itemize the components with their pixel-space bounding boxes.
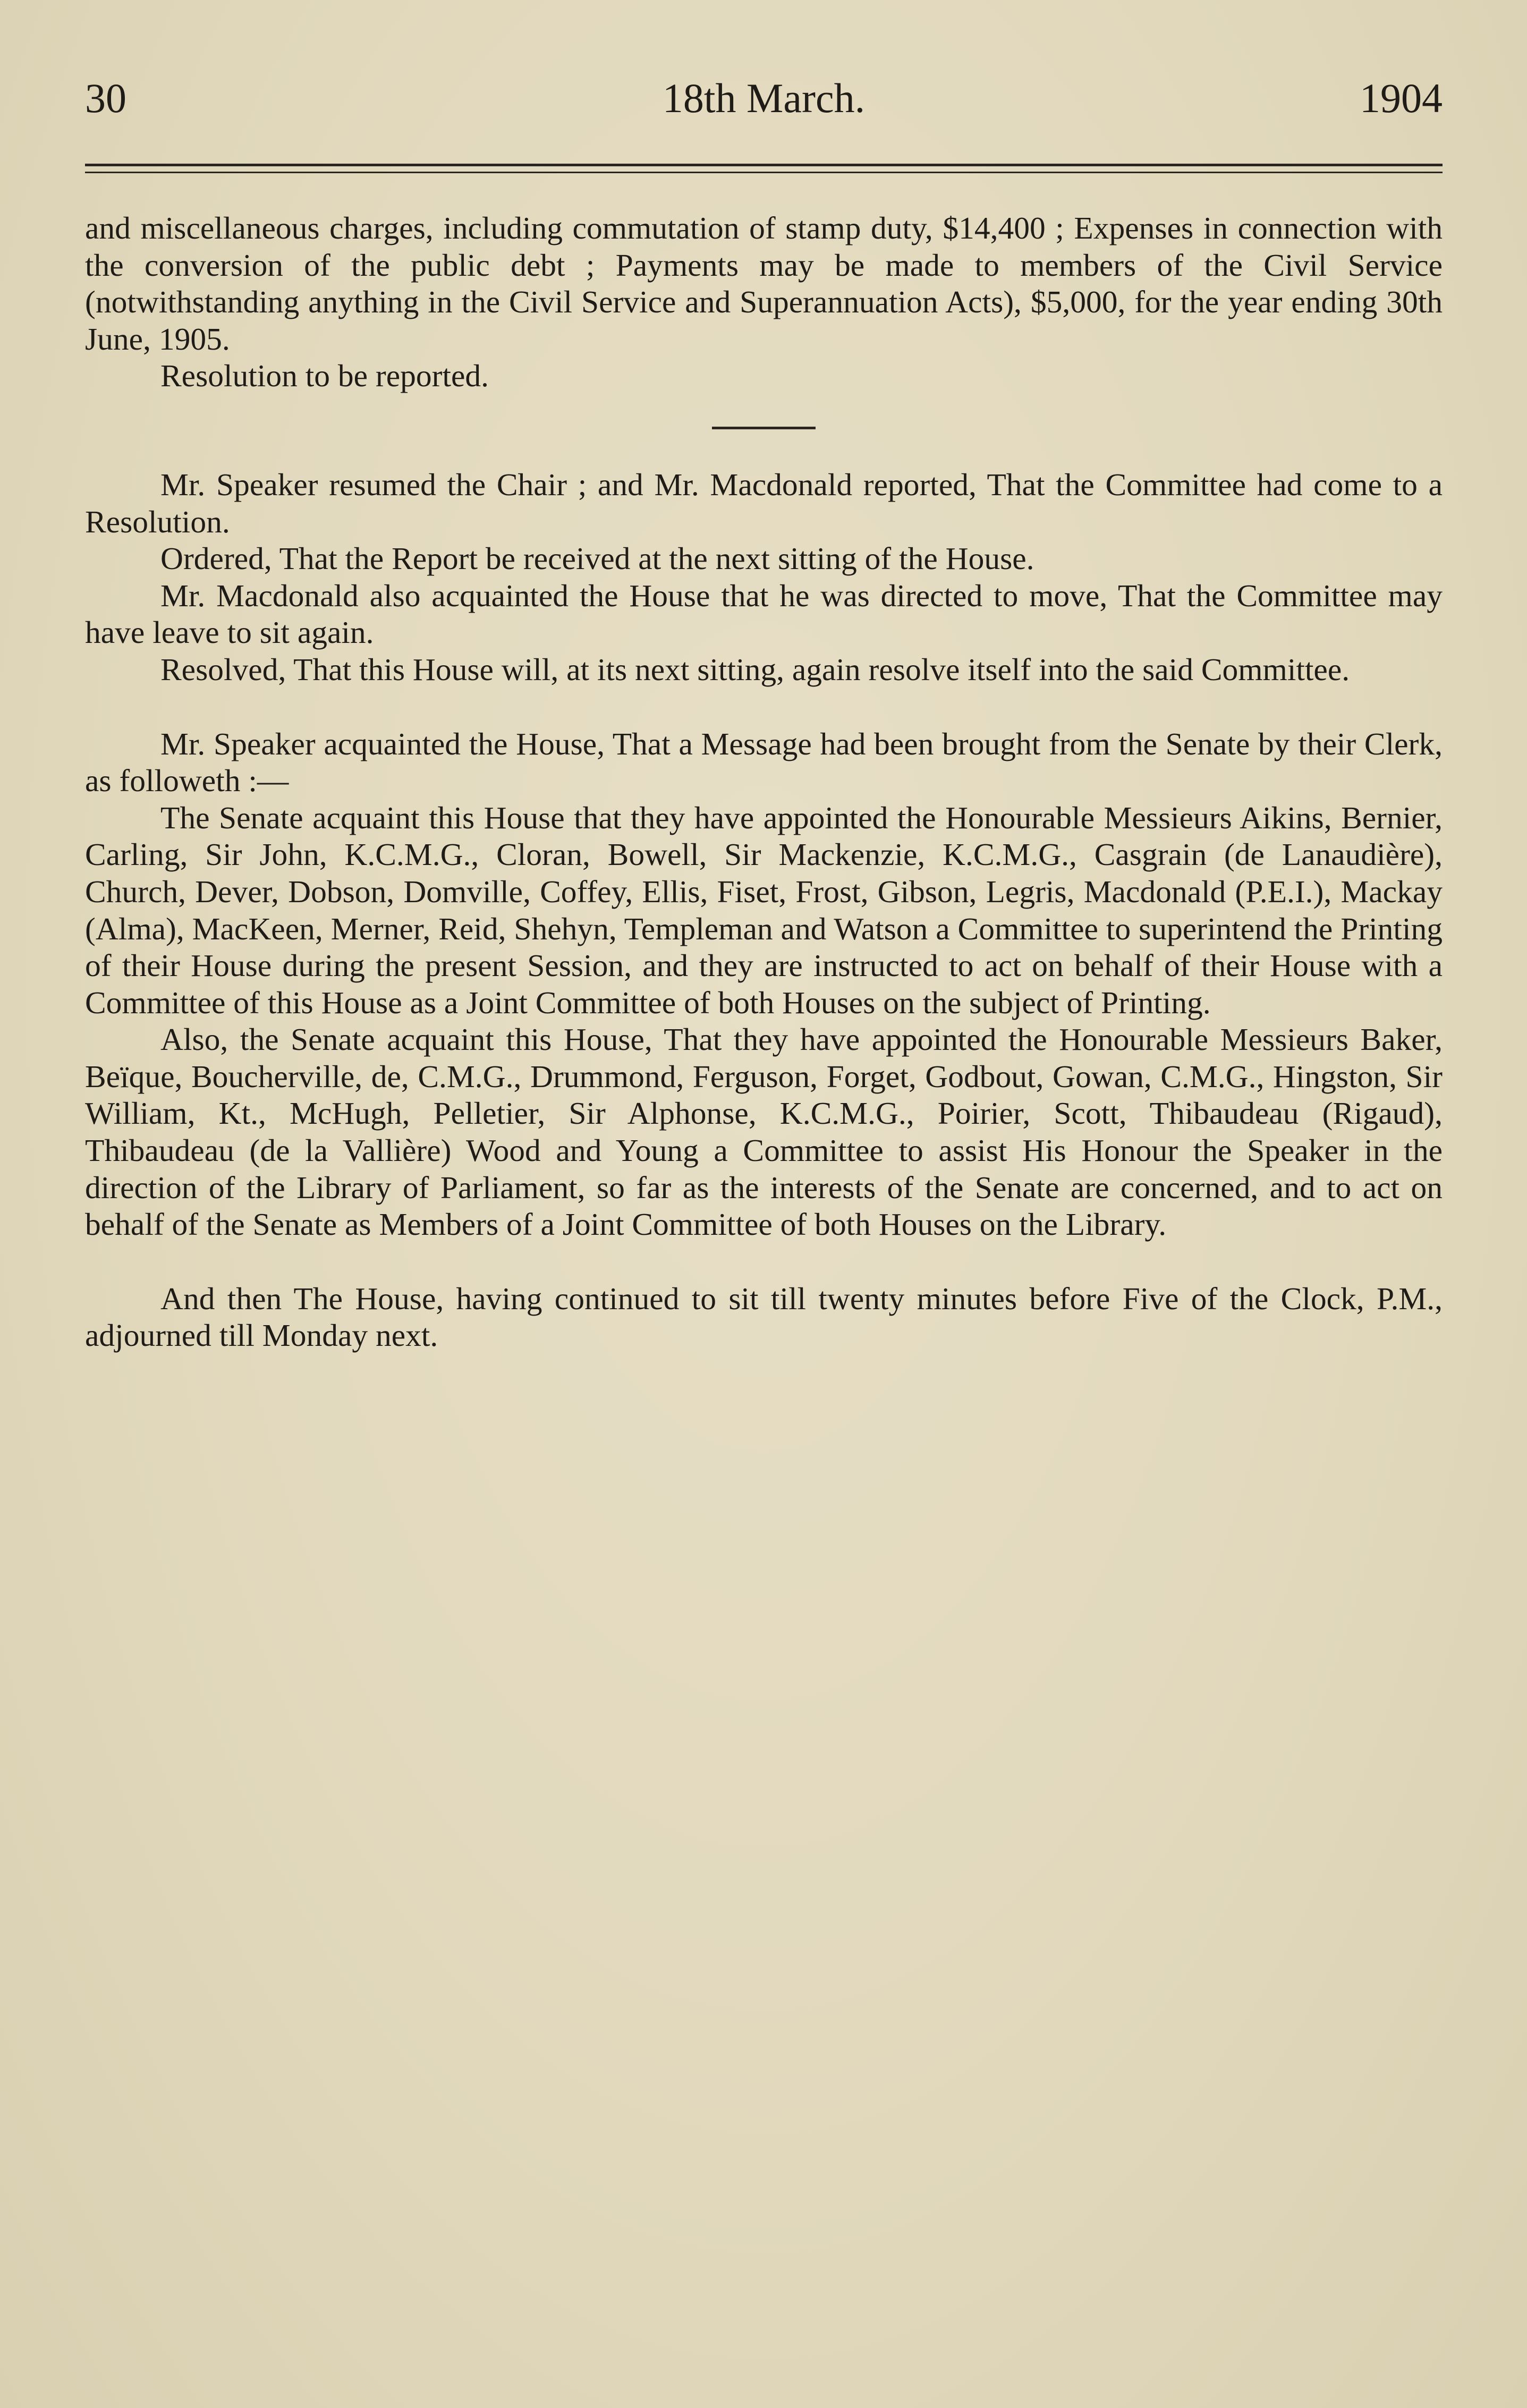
- paragraph-leave-to-sit: Mr. Macdonald also acquainted the House that he was directed to move, That the Committee may have leave to sit again.: [85, 578, 1443, 650]
- page-number: 30: [85, 75, 126, 121]
- running-head: [85, 74, 1443, 122]
- paragraph-speaker-resumed: Mr. Speaker resumed the Chair ; and Mr. Macdonald reported, That the Committee had come to a Resolution.: [85, 467, 1443, 539]
- paragraph-resolved: Resolved, That this House will, at its next sitting, again resolve itself into the said Committee.: [160, 651, 1350, 687]
- body-text: [85, 210, 1443, 1354]
- paragraph-ordered-report: Ordered, That the Report be received at the next sitting of the House.: [160, 541, 1034, 576]
- paragraph-gap: [85, 689, 1443, 726]
- paragraph-printing-committee: The Senate acquaint this House that they have appointed the Honourable Messieurs Aikins, Bernier, Carling, Sir John, K.C.M.G., Cloran, Bowell, Sir Mackenzie, K.C.M.G., Casgrain (de Lanaudière), Church, Dever, Dobson, Domville, Coffey, Ellis, Fiset, Frost, Gibson, Legris, Macdonald (P.E.I.), Mackay (Alma), MacKeen, Merner, Reid, Shehyn, Templeman and Watson a Committee to superintend the Printing of their House during the present Session, and they are instructed to act on behalf of their House with a Committee of this House as a Joint Committee of both Houses on the subject of Printing.: [85, 800, 1443, 1020]
- paragraph-continued-charges: and miscellaneous charges, including commutation of stamp duty, $14,400 ; Expenses in connection with the conversion of the public debt ; Payments may be made to members of the Civil Service (notwithstanding anything in the Civil Service and Superannuation Acts), $5,000, for the year ending 30th June, 1905.: [85, 210, 1443, 357]
- paragraph-adjournment: And then The House, having continued to sit till twenty minutes before Five of the Clock, P.M., adjourned till Monday next.: [85, 1281, 1443, 1353]
- header-double-rule: [85, 164, 1443, 173]
- paragraph-library-committee: Also, the Senate acquaint this House, That they have appointed the Honourable Messieurs Baker, Beïque, Boucherville, de, C.M.G., Drummond, Ferguson, Forget, Godbout, Gowan, C.M.G., Hingston, Sir William, Kt., McHugh, Pelletier, Sir Alphonse, K.C.M.G., Poirier, Scott, Thibaudeau (Rigaud), Thibaudeau (de la Vallière) Wood and Young a Committee to assist His Honour the Speaker in the direction of the Library of Parliament, so far as the interests of the Senate are concerned, and to act on behalf of the Senate as Members of a Joint Committee of both Houses on the Library.: [85, 1022, 1443, 1242]
- running-head-year: 1904: [1360, 75, 1443, 121]
- paragraph-gap: [85, 1243, 1443, 1281]
- section-divider-rule: [712, 427, 816, 429]
- paragraph-resolution-reported: Resolution to be reported.: [160, 358, 489, 394]
- running-head-date: 18th March.: [662, 75, 866, 121]
- paragraph-senate-message: Mr. Speaker acquainted the House, That a Message had been brought from the Senate by their Clerk, as followeth :—: [85, 726, 1443, 799]
